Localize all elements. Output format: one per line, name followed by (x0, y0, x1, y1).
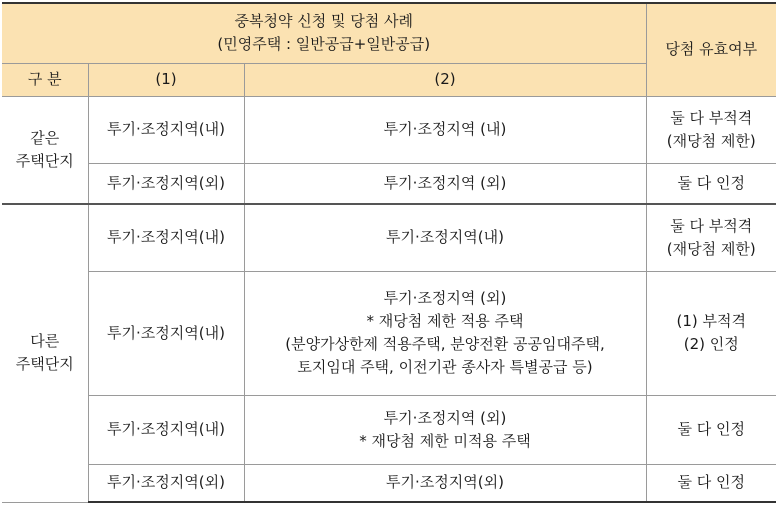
row-col1-cell: 투기·조정지역(내) (88, 271, 244, 395)
row-col2-line: (분양가상한제 적용주택, 분양전환 공공임대주택, (285, 335, 605, 353)
row-result-line: (재당첨 제한) (666, 239, 756, 258)
row-result-line: 둘 다 부적격 (670, 216, 753, 235)
header-title-line2: (민영주택 : 일반공급+일반공급) (217, 35, 431, 54)
row-result-cell: 둘 다 인정 (646, 395, 776, 464)
table-row (2, 96, 776, 163)
header-col2-cell: (2) (244, 63, 646, 96)
group-label-line2: 주택단지 (15, 151, 74, 170)
row-result-cell (646, 96, 776, 163)
row-result-cell (646, 204, 776, 271)
table-row (2, 271, 776, 395)
row-col2-line: * 재당첨 제한 미적용 주택 (359, 431, 531, 450)
group-label-line1: 같은 (30, 128, 60, 147)
row-col2-line: 토지임대 주택, 이전기관 종사자 특별공급 등) (297, 358, 593, 376)
row-col2-cell: 투기·조정지역(내) (244, 204, 646, 271)
row-result-line: 둘 다 부적격 (670, 108, 753, 127)
header-col1-cell: (1) (88, 63, 244, 96)
group-label-different-complex (2, 204, 88, 502)
header-title-cell (2, 3, 646, 63)
row-result-cell: 둘 다 인정 (646, 163, 776, 204)
row-col1-cell: 투기·조정지역(외) (88, 464, 244, 502)
row-col2-cell (244, 395, 646, 464)
row-col1-cell: 투기·조정지역(내) (88, 204, 244, 271)
table-row (2, 204, 776, 271)
duplicate-application-table-wrapper (2, 2, 776, 503)
row-col1-cell: 투기·조정지역(내) (88, 96, 244, 163)
row-result-cell (646, 271, 776, 395)
row-col2-cell: 투기·조정지역 (내) (244, 96, 646, 163)
group-label-same-complex (2, 96, 88, 204)
row-result-cell: 둘 다 인정 (646, 464, 776, 502)
row-result-line: (재당첨 제한) (666, 131, 756, 150)
group-label-line2: 주택단지 (15, 355, 74, 374)
header-category-cell: 구 분 (2, 63, 88, 96)
row-col2-line: 투기·조정지역 (외) (383, 408, 507, 427)
header-title-line1: 중복청약 신청 및 당첨 사례 (234, 12, 413, 31)
row-result-line: (1) 부적격 (676, 312, 746, 330)
header-row-title (2, 3, 776, 63)
row-col1-cell: 투기·조정지역(외) (88, 163, 244, 204)
header-result-cell: 당첨 유효여부 (646, 3, 776, 96)
table-row (2, 464, 776, 502)
table-row (2, 395, 776, 464)
duplicate-application-table (2, 2, 776, 503)
row-col2-cell (244, 271, 646, 395)
group-label-line1: 다른 (30, 332, 60, 351)
row-col2-cell: 투기·조정지역(외) (244, 464, 646, 502)
row-result-line: (2) 인정 (683, 335, 739, 353)
row-col2-line: * 재당첨 제한 적용 주택 (366, 312, 524, 330)
row-col2-line: 투기·조정지역 (외) (383, 289, 507, 307)
row-col2-cell: 투기·조정지역 (외) (244, 163, 646, 204)
row-col1-cell: 투기·조정지역(내) (88, 395, 244, 464)
table-row (2, 163, 776, 204)
